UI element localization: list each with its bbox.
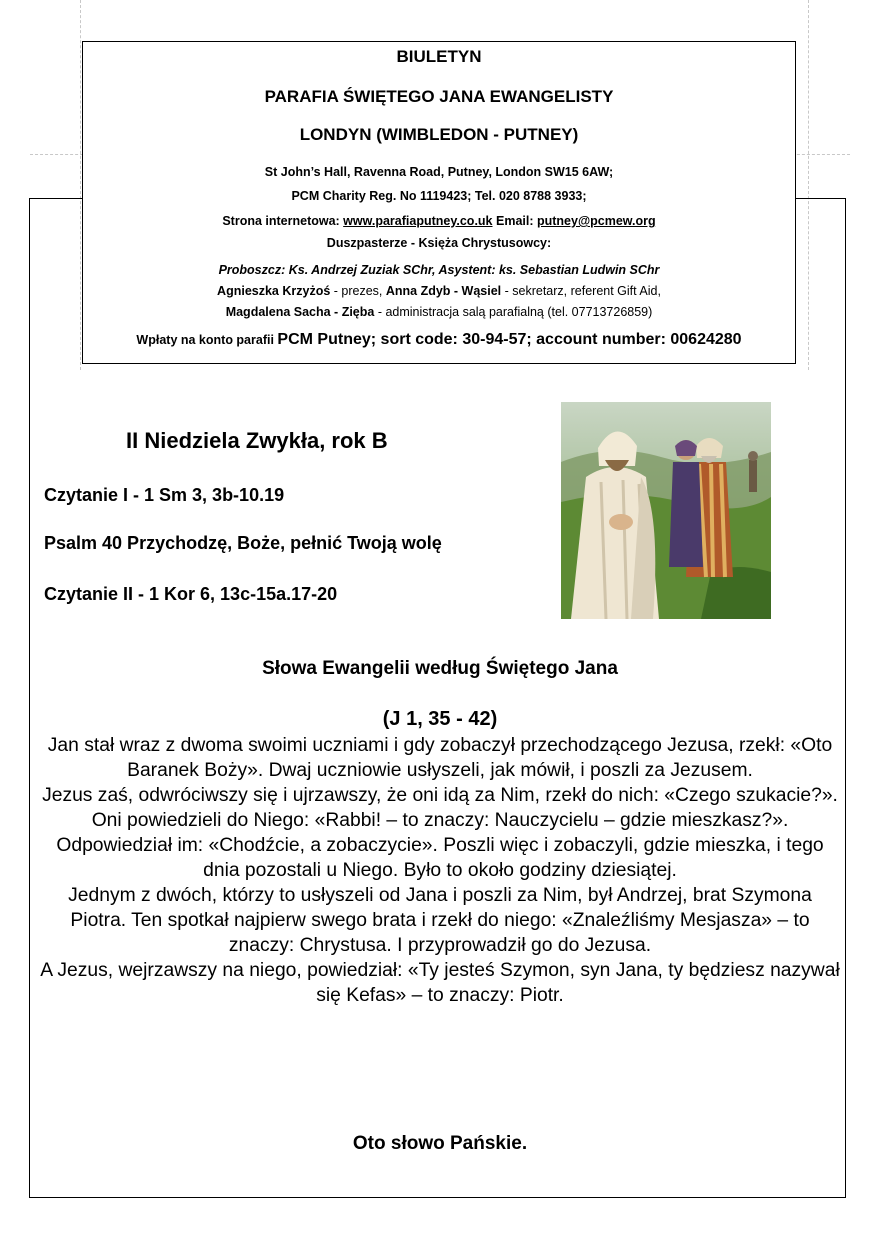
staff-name: Agnieszka Krzyżoś (217, 284, 331, 298)
clergy-line: Proboszcz: Ks. Andrzej Zuziak SChr, Asystent: ks. Sebastian Ludwin SChr (218, 263, 660, 277)
second-reading: Czytanie II - 1 Kor 6, 13c-15a.17-20 (44, 584, 338, 604)
website-label: Strona internetowa: (222, 214, 344, 228)
email-link[interactable]: putney@pcmew.org (536, 214, 656, 228)
jesus-with-disciples-illustration (561, 402, 771, 619)
payment-line (83, 331, 795, 349)
staff-line-1 (83, 284, 795, 298)
contact-line (83, 214, 795, 228)
address-line: St John’s Hall, Ravenna Road, Putney, London SW15 6AW; (264, 165, 614, 179)
email-label: Email: (492, 214, 537, 228)
gospel-reference: (J 1, 35 - 42) (382, 708, 498, 730)
first-reading: Czytanie I - 1 Sm 3, 3b-10.19 (44, 485, 285, 505)
staff-name: Anna Zdyb - Wąsiel (385, 284, 502, 298)
payment-details: PCM Putney; sort code: 30-94-57; account number: 00624280 (277, 331, 742, 348)
payment-label: Wpłaty na konto parafii (136, 333, 278, 347)
parish-name: PARAFIA ŚWIĘTEGO JANA EWANGELISTY (264, 87, 614, 106)
gospel-text: Jan stał wraz z dwoma swoimi uczniami i gdy zobaczył przechodzącego Jezusa, rzekł: «Oto Baranek Boży». Dwaj uczniowie usłyszeli, jak mówił, i poszli za Jezusem. Jezus zaś, odwróciwszy się i ujrzawszy, że oni idą za Nim, rzekł do nich: «Czego szukacie?». Oni powiedzieli do Niego: «Rabbi! – to znaczy: Nauczycielu – gdzie mieszkasz?». Odpowiedział im: «Chodźcie, a zobaczycie». Poszli więc i zobaczyli, gdzie mieszka, i tego dnia pozostali u Niego. Było to około godziny dziesiątej. Jednym z dwóch, którzy to usłyszeli od Jana i poszli za Nim, był Andrzej, brat Szymona Piotra. Ten spotkał najpierw swego brata i rzekł do niego: «Znaleźliśmy Mesjasza» – to znaczy: Chrystusa. I przyprowadził go do Jezusa. A Jezus, wejrzawszy na niego, powiedział: «Ty jesteś Szymon, syn Jana, ty będziesz nazywał się Kefas» – to znaczy: Piotr. (40, 735, 840, 1006)
sunday-title: II Niedziela Zwykła, rok B (126, 428, 388, 453)
staff-role: - prezes, (330, 284, 386, 298)
pastors-line: Duszpasterze - Księża Chrystusowcy: (326, 236, 552, 250)
website-link[interactable]: www.parafiaputney.co.uk (343, 214, 493, 228)
bulletin-header (82, 41, 796, 364)
bulletin-title: BIULETYN (396, 47, 482, 66)
charity-line: PCM Charity Reg. No 1119423; Tel. 020 8788 3933; (291, 189, 587, 203)
gospel-heading: Słowa Ewangelii według Świętego Jana (262, 658, 618, 679)
parish-location: LONDYN (WIMBLEDON - PUTNEY) (299, 125, 579, 144)
staff-line-2 (83, 305, 795, 319)
staff-name: Magdalena Sacha - Zięba (225, 305, 375, 319)
staff-role: - sekretarz, referent Gift Aid, (501, 284, 661, 298)
psalm: Psalm 40 Przychodzę, Boże, pełnić Twoją wolę (44, 533, 442, 553)
staff-role: - administracja salą parafialną (tel. 07713726859) (374, 305, 653, 319)
gospel-closing: Oto słowo Pańskie. (352, 1133, 528, 1154)
